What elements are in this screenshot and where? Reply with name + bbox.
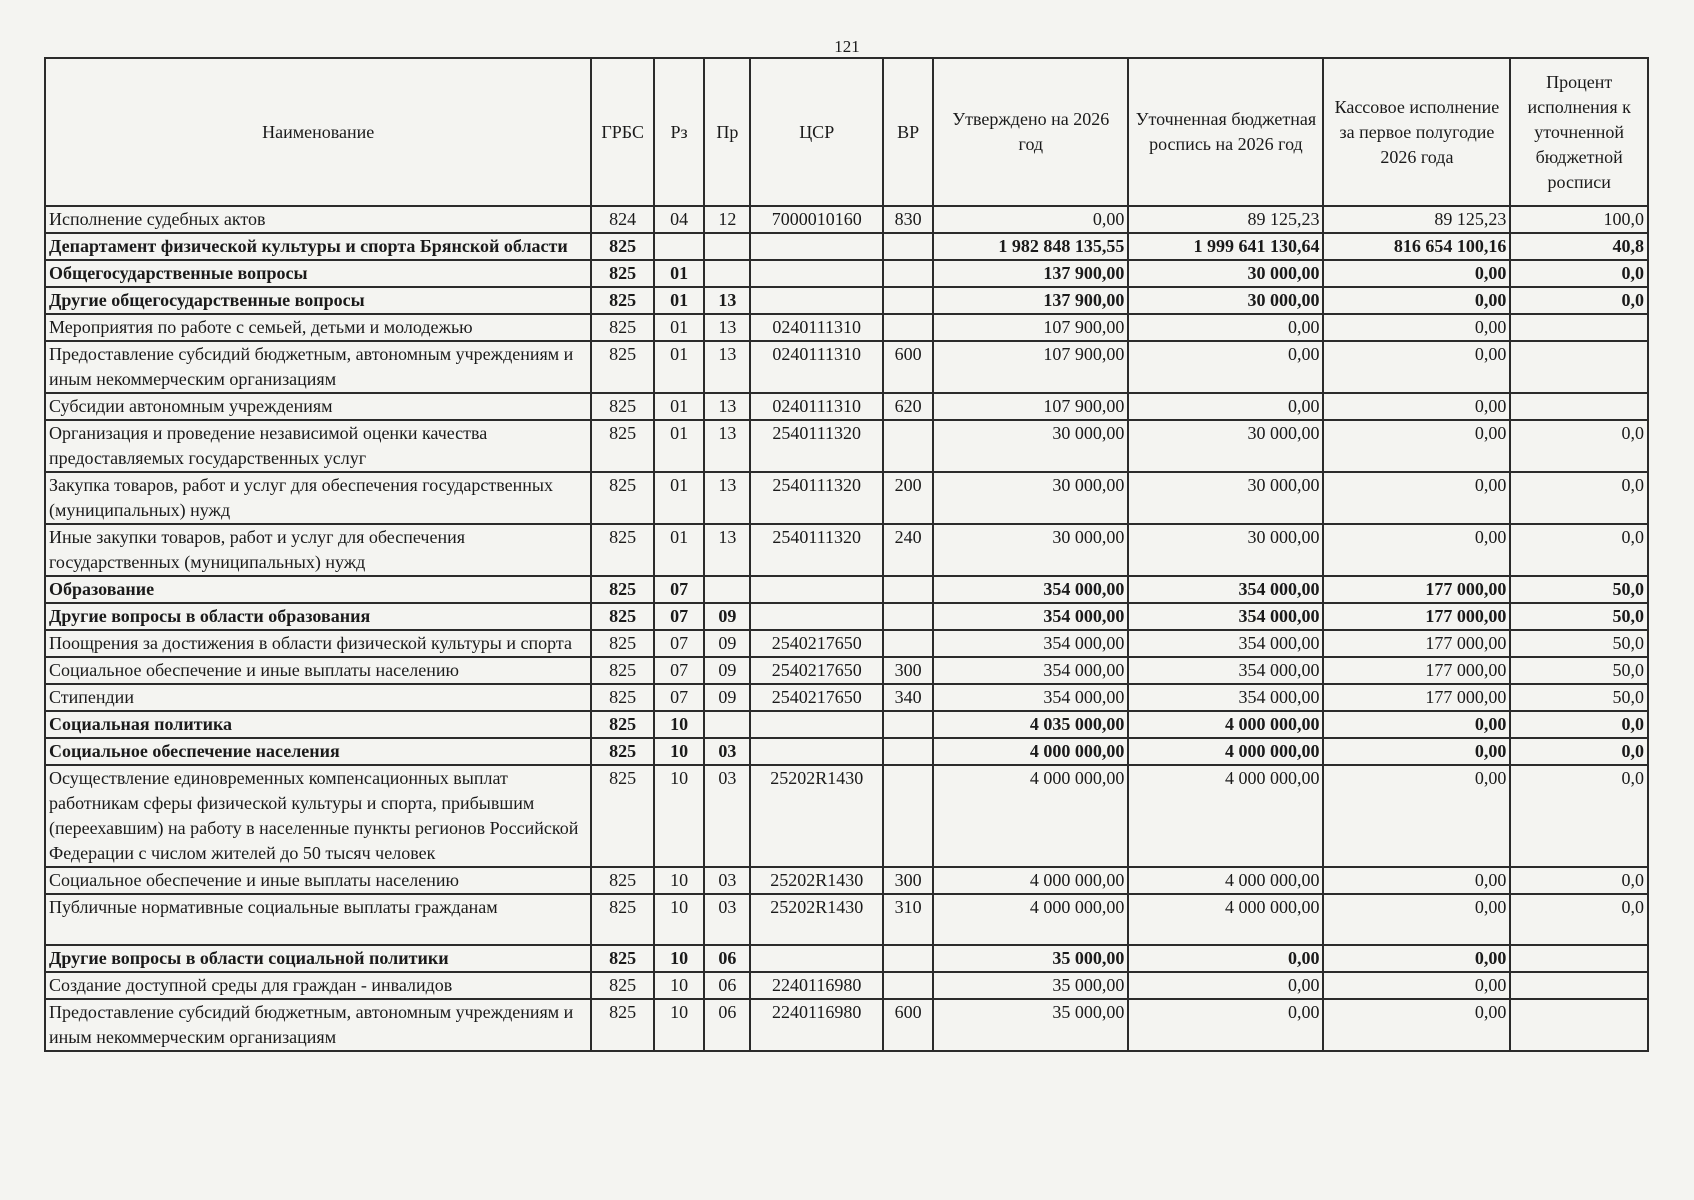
cell-executed: 0,00: [1323, 972, 1510, 999]
cell-rz: 10: [654, 894, 704, 945]
cell-csr: 2540217650: [750, 630, 882, 657]
cell-vr: [883, 420, 933, 472]
cell-rz: 01: [654, 287, 704, 314]
cell-vr: 300: [883, 867, 933, 894]
cell-approved: 35 000,00: [933, 945, 1128, 972]
cell-approved: 35 000,00: [933, 999, 1128, 1051]
cell-pr: 06: [704, 945, 750, 972]
cell-approved: 1 982 848 135,55: [933, 233, 1128, 260]
table-row: [45, 657, 1648, 684]
cell-grbs: 825: [591, 472, 654, 524]
cell-percent: 0,0: [1510, 738, 1648, 765]
cell-vr: [883, 765, 933, 867]
cell-approved: 107 900,00: [933, 314, 1128, 341]
cell-refined: 4 000 000,00: [1128, 711, 1323, 738]
cell-percent: 0,0: [1510, 765, 1648, 867]
cell-executed: 0,00: [1323, 867, 1510, 894]
cell-approved: 4 035 000,00: [933, 711, 1128, 738]
cell-csr: 2240116980: [750, 972, 882, 999]
header-name: Наименование: [45, 58, 591, 206]
cell-refined: 30 000,00: [1128, 420, 1323, 472]
cell-grbs: 825: [591, 420, 654, 472]
cell-csr: [750, 945, 882, 972]
cell-pr: 12: [704, 206, 750, 233]
cell-executed: 0,00: [1323, 472, 1510, 524]
cell-approved: 354 000,00: [933, 576, 1128, 603]
cell-approved: 30 000,00: [933, 472, 1128, 524]
header-refined: Уточненная бюджетная роспись на 2026 год: [1128, 58, 1323, 206]
cell-refined: 354 000,00: [1128, 576, 1323, 603]
cell-approved: 30 000,00: [933, 524, 1128, 576]
table-row: [45, 206, 1648, 233]
cell-executed: 177 000,00: [1323, 684, 1510, 711]
header-executed: Кассовое исполнение за первое полугодие 2026 года: [1323, 58, 1510, 206]
cell-vr: 620: [883, 393, 933, 420]
cell-approved: 137 900,00: [933, 260, 1128, 287]
table-row: [45, 393, 1648, 420]
cell-approved: 30 000,00: [933, 420, 1128, 472]
cell-refined: 0,00: [1128, 314, 1323, 341]
cell-refined: 30 000,00: [1128, 524, 1323, 576]
cell-vr: 830: [883, 206, 933, 233]
cell-pr: 13: [704, 314, 750, 341]
cell-name: Иные закупки товаров, работ и услуг для обеспечения государственных (муниципальных) нужд: [45, 524, 591, 576]
cell-name: Организация и проведение независимой оценки качества предоставляемых государственных услуг: [45, 420, 591, 472]
cell-refined: 0,00: [1128, 972, 1323, 999]
cell-percent: 0,0: [1510, 420, 1648, 472]
cell-grbs: 825: [591, 657, 654, 684]
table-row: [45, 260, 1648, 287]
cell-executed: 0,00: [1323, 524, 1510, 576]
cell-grbs: 825: [591, 287, 654, 314]
cell-csr: [750, 233, 882, 260]
cell-csr: 25202R1430: [750, 894, 882, 945]
cell-grbs: 825: [591, 260, 654, 287]
cell-name: Создание доступной среды для граждан - инвалидов: [45, 972, 591, 999]
cell-grbs: 825: [591, 765, 654, 867]
table-body: [45, 206, 1648, 1051]
cell-percent: 0,0: [1510, 287, 1648, 314]
header-percent: Процент исполнения к уточненной бюджетной росписи: [1510, 58, 1648, 206]
cell-executed: 0,00: [1323, 420, 1510, 472]
cell-rz: 10: [654, 765, 704, 867]
cell-name: Социальное обеспечение и иные выплаты населению: [45, 867, 591, 894]
cell-csr: 2240116980: [750, 999, 882, 1051]
cell-executed: 0,00: [1323, 314, 1510, 341]
cell-grbs: 825: [591, 684, 654, 711]
cell-pr: 13: [704, 420, 750, 472]
cell-executed: 0,00: [1323, 738, 1510, 765]
cell-percent: 0,0: [1510, 894, 1648, 945]
cell-executed: 0,00: [1323, 287, 1510, 314]
cell-approved: 354 000,00: [933, 630, 1128, 657]
cell-vr: [883, 260, 933, 287]
cell-grbs: 825: [591, 524, 654, 576]
cell-grbs: 825: [591, 972, 654, 999]
cell-executed: 816 654 100,16: [1323, 233, 1510, 260]
cell-rz: 07: [654, 684, 704, 711]
cell-executed: 0,00: [1323, 945, 1510, 972]
header-csr: ЦСР: [750, 58, 882, 206]
cell-grbs: 824: [591, 206, 654, 233]
cell-name: Публичные нормативные социальные выплаты гражданам: [45, 894, 591, 945]
header-vr: ВР: [883, 58, 933, 206]
cell-executed: 177 000,00: [1323, 657, 1510, 684]
cell-name: Образование: [45, 576, 591, 603]
cell-percent: 50,0: [1510, 657, 1648, 684]
cell-name: Стипендии: [45, 684, 591, 711]
cell-refined: 4 000 000,00: [1128, 738, 1323, 765]
cell-pr: 03: [704, 765, 750, 867]
cell-name: Субсидии автономным учреждениям: [45, 393, 591, 420]
cell-rz: 01: [654, 260, 704, 287]
cell-grbs: 825: [591, 999, 654, 1051]
table-row: [45, 314, 1648, 341]
cell-approved: 107 900,00: [933, 393, 1128, 420]
table-row: [45, 341, 1648, 393]
cell-refined: 4 000 000,00: [1128, 894, 1323, 945]
cell-name: Общегосударственные вопросы: [45, 260, 591, 287]
cell-rz: 01: [654, 393, 704, 420]
cell-rz: 10: [654, 945, 704, 972]
cell-grbs: 825: [591, 393, 654, 420]
cell-vr: 300: [883, 657, 933, 684]
cell-percent: 50,0: [1510, 603, 1648, 630]
cell-name: Предоставление субсидий бюджетным, автономным учреждениям и иным некоммерческим организациям: [45, 999, 591, 1051]
cell-approved: 354 000,00: [933, 684, 1128, 711]
cell-grbs: 825: [591, 603, 654, 630]
cell-refined: 0,00: [1128, 393, 1323, 420]
cell-rz: 01: [654, 420, 704, 472]
cell-percent: 100,0: [1510, 206, 1648, 233]
cell-refined: 89 125,23: [1128, 206, 1323, 233]
cell-executed: 0,00: [1323, 999, 1510, 1051]
cell-rz: [654, 233, 704, 260]
cell-pr: 13: [704, 341, 750, 393]
cell-name: Социальная политика: [45, 711, 591, 738]
cell-percent: [1510, 314, 1648, 341]
cell-percent: 0,0: [1510, 260, 1648, 287]
header-pr: Пр: [704, 58, 750, 206]
cell-name: Предоставление субсидий бюджетным, автономным учреждениям и иным некоммерческим организациям: [45, 341, 591, 393]
cell-name: Исполнение судебных актов: [45, 206, 591, 233]
cell-approved: 354 000,00: [933, 603, 1128, 630]
cell-grbs: 825: [591, 867, 654, 894]
table-row: [45, 472, 1648, 524]
cell-percent: 40,8: [1510, 233, 1648, 260]
cell-csr: [750, 603, 882, 630]
cell-grbs: 825: [591, 341, 654, 393]
cell-executed: 0,00: [1323, 894, 1510, 945]
cell-approved: 354 000,00: [933, 657, 1128, 684]
cell-csr: 0240111310: [750, 341, 882, 393]
cell-percent: 0,0: [1510, 711, 1648, 738]
cell-executed: 0,00: [1323, 341, 1510, 393]
cell-pr: 09: [704, 630, 750, 657]
cell-refined: 354 000,00: [1128, 630, 1323, 657]
cell-executed: 177 000,00: [1323, 576, 1510, 603]
cell-refined: 4 000 000,00: [1128, 867, 1323, 894]
cell-pr: 09: [704, 684, 750, 711]
cell-rz: 01: [654, 524, 704, 576]
cell-vr: 340: [883, 684, 933, 711]
cell-percent: [1510, 972, 1648, 999]
cell-pr: 03: [704, 894, 750, 945]
cell-refined: 30 000,00: [1128, 472, 1323, 524]
cell-csr: 2540111320: [750, 524, 882, 576]
cell-approved: 137 900,00: [933, 287, 1128, 314]
cell-executed: 0,00: [1323, 765, 1510, 867]
header-approved: Утверждено на 2026 год: [933, 58, 1128, 206]
cell-pr: 03: [704, 738, 750, 765]
cell-percent: 0,0: [1510, 867, 1648, 894]
cell-vr: 600: [883, 341, 933, 393]
table-row: [45, 684, 1648, 711]
cell-vr: [883, 233, 933, 260]
cell-rz: 01: [654, 341, 704, 393]
cell-refined: 0,00: [1128, 945, 1323, 972]
cell-csr: 0240111310: [750, 393, 882, 420]
cell-rz: 01: [654, 472, 704, 524]
cell-grbs: 825: [591, 630, 654, 657]
cell-name: Закупка товаров, работ и услуг для обеспечения государственных (муниципальных) нужд: [45, 472, 591, 524]
cell-approved: 4 000 000,00: [933, 894, 1128, 945]
table-row: [45, 738, 1648, 765]
cell-vr: [883, 945, 933, 972]
cell-approved: 4 000 000,00: [933, 765, 1128, 867]
cell-percent: 0,0: [1510, 524, 1648, 576]
table-row: [45, 576, 1648, 603]
table-row: [45, 287, 1648, 314]
cell-pr: 09: [704, 657, 750, 684]
table-row: [45, 630, 1648, 657]
cell-vr: [883, 314, 933, 341]
cell-refined: 354 000,00: [1128, 603, 1323, 630]
cell-approved: 35 000,00: [933, 972, 1128, 999]
cell-csr: [750, 260, 882, 287]
cell-rz: 10: [654, 972, 704, 999]
table-row: [45, 999, 1648, 1051]
cell-csr: [750, 287, 882, 314]
table-row: [45, 765, 1648, 867]
cell-percent: [1510, 945, 1648, 972]
table-row: [45, 420, 1648, 472]
table-row: [45, 524, 1648, 576]
cell-pr: 09: [704, 603, 750, 630]
cell-pr: 13: [704, 287, 750, 314]
cell-pr: 13: [704, 472, 750, 524]
cell-percent: [1510, 999, 1648, 1051]
cell-refined: 4 000 000,00: [1128, 765, 1323, 867]
cell-rz: 07: [654, 576, 704, 603]
table-row: [45, 945, 1648, 972]
cell-rz: 07: [654, 630, 704, 657]
cell-vr: [883, 738, 933, 765]
cell-csr: [750, 711, 882, 738]
cell-executed: 0,00: [1323, 260, 1510, 287]
cell-approved: 4 000 000,00: [933, 867, 1128, 894]
cell-csr: 2540217650: [750, 657, 882, 684]
cell-vr: 600: [883, 999, 933, 1051]
cell-rz: 10: [654, 867, 704, 894]
cell-percent: 50,0: [1510, 576, 1648, 603]
table-row: [45, 711, 1648, 738]
cell-pr: 13: [704, 524, 750, 576]
cell-grbs: 825: [591, 711, 654, 738]
cell-pr: 06: [704, 972, 750, 999]
cell-vr: [883, 287, 933, 314]
cell-grbs: 825: [591, 894, 654, 945]
table-row: [45, 972, 1648, 999]
cell-vr: 240: [883, 524, 933, 576]
cell-vr: 310: [883, 894, 933, 945]
cell-rz: 01: [654, 314, 704, 341]
cell-name: Социальное обеспечение и иные выплаты населению: [45, 657, 591, 684]
cell-approved: 4 000 000,00: [933, 738, 1128, 765]
cell-rz: 10: [654, 738, 704, 765]
cell-refined: 30 000,00: [1128, 287, 1323, 314]
cell-vr: [883, 972, 933, 999]
budget-table: [44, 57, 1649, 1052]
cell-vr: 200: [883, 472, 933, 524]
cell-percent: 50,0: [1510, 684, 1648, 711]
cell-approved: 0,00: [933, 206, 1128, 233]
cell-name: Департамент физической культуры и спорта Брянской области: [45, 233, 591, 260]
cell-name: Осуществление единовременных компенсационных выплат работникам сферы физической культуры и спорта, прибывшим (переехавшим) на работу в населенные пункты регионов Российской Федерации с числом жителей до 50 тысяч человек: [45, 765, 591, 867]
table-row: [45, 894, 1648, 945]
cell-csr: [750, 738, 882, 765]
cell-name: Другие общегосударственные вопросы: [45, 287, 591, 314]
cell-percent: [1510, 341, 1648, 393]
cell-refined: 354 000,00: [1128, 657, 1323, 684]
cell-refined: 354 000,00: [1128, 684, 1323, 711]
table-row: [45, 867, 1648, 894]
cell-csr: 25202R1430: [750, 867, 882, 894]
cell-csr: [750, 576, 882, 603]
cell-csr: 7000010160: [750, 206, 882, 233]
cell-percent: 50,0: [1510, 630, 1648, 657]
cell-csr: 25202R1430: [750, 765, 882, 867]
cell-rz: 07: [654, 657, 704, 684]
cell-executed: 177 000,00: [1323, 603, 1510, 630]
header-grbs: ГРБС: [591, 58, 654, 206]
cell-rz: 10: [654, 711, 704, 738]
cell-executed: 0,00: [1323, 393, 1510, 420]
table-row: [45, 603, 1648, 630]
cell-pr: 13: [704, 393, 750, 420]
cell-refined: 1 999 641 130,64: [1128, 233, 1323, 260]
table-row: [45, 233, 1648, 260]
cell-name: Другие вопросы в области социальной политики: [45, 945, 591, 972]
cell-name: Поощрения за достижения в области физической культуры и спорта: [45, 630, 591, 657]
cell-vr: [883, 603, 933, 630]
cell-refined: 0,00: [1128, 341, 1323, 393]
cell-executed: 89 125,23: [1323, 206, 1510, 233]
cell-pr: [704, 576, 750, 603]
cell-percent: [1510, 393, 1648, 420]
cell-vr: [883, 576, 933, 603]
cell-csr: 0240111310: [750, 314, 882, 341]
cell-executed: 177 000,00: [1323, 630, 1510, 657]
cell-refined: 30 000,00: [1128, 260, 1323, 287]
cell-vr: [883, 630, 933, 657]
cell-executed: 0,00: [1323, 711, 1510, 738]
cell-pr: [704, 711, 750, 738]
cell-name: Социальное обеспечение населения: [45, 738, 591, 765]
cell-vr: [883, 711, 933, 738]
cell-pr: 03: [704, 867, 750, 894]
header-rz: Рз: [654, 58, 704, 206]
cell-csr: 2540217650: [750, 684, 882, 711]
cell-percent: 0,0: [1510, 472, 1648, 524]
cell-pr: 06: [704, 999, 750, 1051]
cell-pr: [704, 260, 750, 287]
table-header-row: [45, 58, 1648, 206]
cell-rz: 07: [654, 603, 704, 630]
cell-grbs: 825: [591, 576, 654, 603]
page-number: 121: [834, 37, 860, 56]
cell-approved: 107 900,00: [933, 341, 1128, 393]
cell-refined: 0,00: [1128, 999, 1323, 1051]
cell-grbs: 825: [591, 233, 654, 260]
cell-pr: [704, 233, 750, 260]
cell-grbs: 825: [591, 945, 654, 972]
cell-csr: 2540111320: [750, 472, 882, 524]
cell-name: Мероприятия по работе с семьей, детьми и молодежью: [45, 314, 591, 341]
cell-grbs: 825: [591, 738, 654, 765]
cell-rz: 04: [654, 206, 704, 233]
cell-csr: 2540111320: [750, 420, 882, 472]
cell-grbs: 825: [591, 314, 654, 341]
cell-name: Другие вопросы в области образования: [45, 603, 591, 630]
cell-rz: 10: [654, 999, 704, 1051]
